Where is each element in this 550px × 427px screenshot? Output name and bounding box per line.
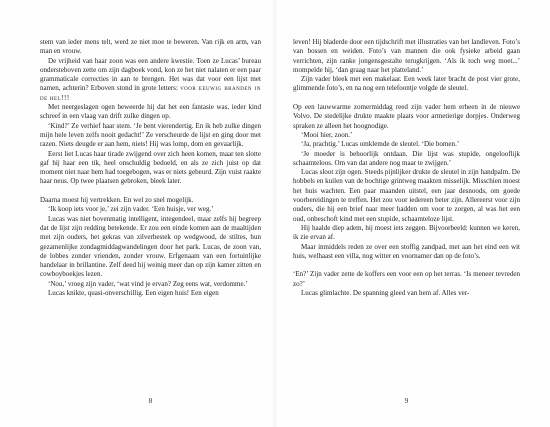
caps-heading: voor eeuwig branden in de hel!!! [40,84,261,102]
left-page-text [40,38,261,298]
paragraph: Eerst liet Lucas haar tirade zwijgend over zich heen komen, maar ten slotte gaf hij haar een tik, heel onschuldig bedoeld, en als ze zich juist op dat moment niet naar hem had toegebogen, was er niets gebeurd. Zijn vuist raakte haar neus. Op twee plaatsen gebroken, bleek later. [40,149,261,186]
paragraph: Daarna moest hij vertrekken. En wel zo snel mogelijk. [40,196,194,205]
paragraph: Lucas sloot zijn ogen. Steeds pijnlijker drukte de sleutel in zijn handpalm. De hobbels en kuilen van de bochtige grintweg maakten misselijk. Misschien moest het huis wachten. Een paar maanden uitstel, een jaar desnoods, om goede voorbereidingen te treffen. Het zou voor iedereen beter zijn. Allereerst voor zijn ouders, die hij een brief naar meer hadden om voor te zorgen, al was het een oud, onbeschoft kind met een stupide, schaamteloze lijst. [293,168,520,223]
paragraph-text: De vrijheid van haar zoon was een andere kwestie. Toen ze Lucas’ bureau ondersteboven zette om zijn dagboek vond, kon ze het niet nalaten er een paar grammaticale correcties in aan te brengen. Het was dat voor een lijst met namen, achterin? Erboven stond in grote letters: [40,56,261,93]
paragraph: ‘Kind?’ Ze verhief haar stem. ‘Je bent vierendertig. En ik heb zulke dingen mijn hele leven zelfs nooit gedacht!’ Ze verscheurde de lijst en ging door met razen. Niets deugde er aan hem, niets! Hij was lomp, dom en gevaarlijk. [40,121,261,149]
paragraph: Zijn vader bleek met een makelaar. Een week later bracht de post vier grote, glimmende foto’s, en na nog een telefoontje volgde de sleutel. [293,75,520,93]
page-number: 8 [148,396,153,405]
paragraph: Maar inmiddels reden ze over een stoffig zandpad, met aan het eind een wit huis, welhaast een villa, nog witter en voornamer dan op de foto’s. [293,242,520,260]
paragraph: Lucas was niet bovenmatig intelligent, integendeel, maar zelfs hij begreep dat de lijst zijn redding betekende. Er zou een einde komen aan de maaltijden met zijn ouders, het gekras van zilverbestek op wedgwood, de stiltes, hun gezamenlijke zondagmiddagwandelingen door het park. Lucas, de zoon van, de lobbes zonder vrienden, zonder vrouw. Erfgenaam van een fortuinlijke handelaar in brillantine. Zelf deed hij weinig meer dan op zijn kamer zitten en cowboyboekjes lezen. [40,214,261,279]
right-page-text [293,38,520,298]
paragraph: ‘En?’ Zijn vader zette de koffers een voor een op het terras. ‘Is meneer tevreden zo?’ [293,270,520,288]
paragraph: Hij haalde diep adem, hij moest iets zeggen. Bijvoorbeeld: kunnen we keren, ik zie ervan af. [293,223,520,242]
paragraph: Met neergeslagen ogen beweerde hij dat het een fantasie was, ieder kind schreef in een vlaag van drift zulke dingen op. [40,103,261,121]
paragraph: Lucas knikte, quasi-onverschillig. Een eigen huis! Een eigen [48,289,219,298]
paragraph [40,57,261,103]
paragraph: ‘Je moeder is behoorlijk ontdaan. Die lijst was stupide, ongelooflijk schaamteloos. Om van dat andere nog maar te zwijgen.’ [293,149,520,167]
paragraph: ‘Ja, prachtig.’ Lucas omklemde de sleutel. ‘Die bomen.’ [301,140,460,149]
paragraph: ‘Ik koop iets voor je,’ zei zijn vader. ‘Een huisje, ver weg.’ [48,205,214,214]
paragraph: stem van ieder mens telt, werd ze niet moe te beweren. Van rijk en arm, van man en vrouw. [40,38,261,56]
paragraph: Op een lauwwarme zomermiddag reed zijn vader hem erheen in de nieuwe Volvo. De stedelijke drukte maakte plaats voor armetierige dorpjes. Onderweg spraken ze alleen het hoognodige. [293,103,520,130]
page-number: 9 [404,396,409,405]
paragraph: leven! Hij bladerde door een tijdschrift met illustraties van het landleven. Foto’s van bossen en weiden. Foto’s van mannen die ook fysieke arbeid gaan verrichten, zijn ranke jongensgestalte terugkrijgen. ‘Als ik toch weg moet...’ mompelde hij, ‘dan graag naar het platteland.’ [293,38,520,74]
paragraph: ‘Nou,’ vroeg zijn vader, ‘wat vind je ervan? Zeg eens wat, verdomme.’ [48,279,248,288]
paragraph: Lucas glimlachte. De spanning gleed van hem af. Alles ver- [301,289,470,298]
paragraph: ‘Mooi hier, zoon.’ [301,130,353,139]
right-page [275,0,550,427]
